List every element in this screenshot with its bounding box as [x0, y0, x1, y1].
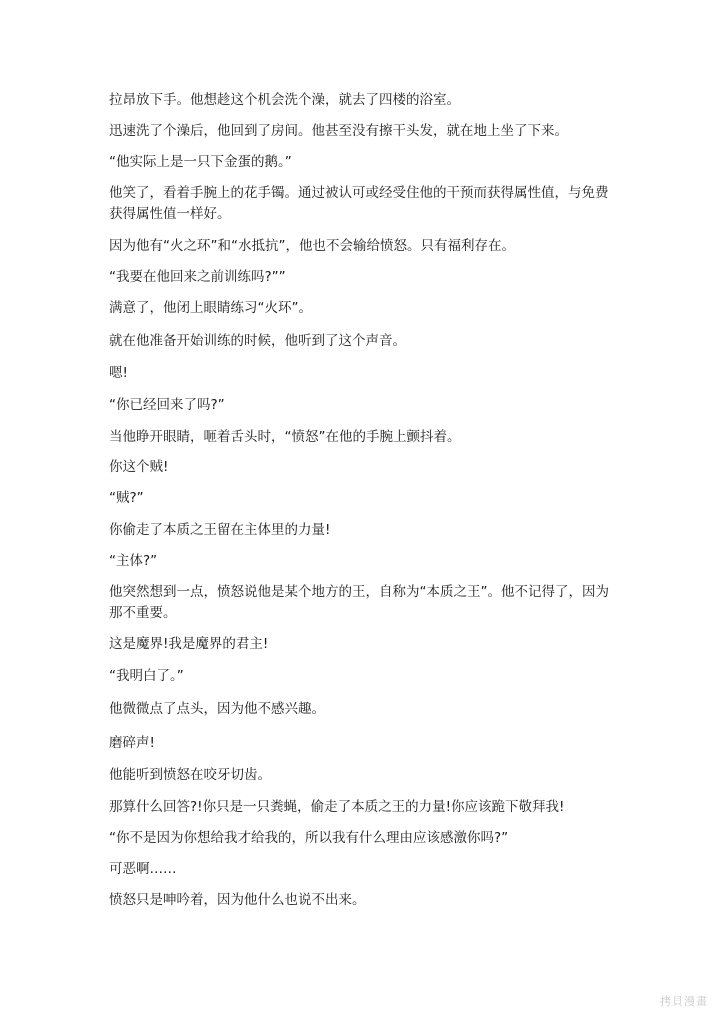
paragraph: 磨碎声! [109, 735, 155, 751]
paragraph: 可恶啊…… [109, 861, 177, 877]
paragraph: “贼?” [109, 490, 144, 506]
paragraph: 你偷走了本质之王留在主体里的力量! [109, 522, 331, 538]
paragraph: 他突然想到一点，愤怒说他是某个地方的王，自称为“本质之王”。他不记得了，因为那不重要。 [109, 584, 609, 621]
paragraph: “他实际上是一只下金蛋的鹅。” [109, 154, 292, 170]
paragraph: 这是魔界!我是魔界的君主! [109, 636, 269, 652]
paragraph: “主体?” [109, 553, 158, 569]
paragraph: 嗯! [109, 365, 128, 381]
paragraph: 因为他有“火之环”和“水抵抗”，他也不会输给愤怒。只有福利存在。 [109, 238, 515, 254]
paragraph: 他微微点了点头，因为他不感兴趣。 [109, 701, 325, 717]
paragraph: 那算什么回答?!你只是一只粪蝇，偷走了本质之王的力量!你应该跪下敬拜我! [109, 799, 565, 815]
paragraph: 迅速洗了个澡后，他回到了房间。他甚至没有擦干头发，就在地上坐了下来。 [109, 123, 568, 139]
paragraph: 他能听到愤怒在咬牙切齿。 [109, 767, 271, 783]
paragraph: 你这个贼! [109, 459, 169, 475]
paragraph: 愤怒只是呻吟着，因为他什么也说不出来。 [109, 892, 366, 908]
watermark-logo: 拷貝漫畫 [660, 995, 708, 1008]
paragraph: 他笑了，看着手腕上的花手镯。通过被认可或经受住他的干预而获得属性值，与免费获得属性值一样好。 [109, 185, 609, 222]
paragraph: 满意了，他闭上眼睛练习“火环”。 [109, 300, 312, 316]
paragraph: “你不是因为你想给我才给我的，所以我有什么理由应该感激你吗?” [109, 830, 509, 846]
paragraph: “你已经回来了吗?” [109, 397, 225, 413]
paragraph: “我要在他回来之前训练吗?”” [109, 269, 286, 285]
paragraph: 当他睁开眼睛，咂着舌头时，“愤怒”在他的手腕上颤抖着。 [109, 429, 461, 445]
paragraph: “我明白了。” [109, 668, 184, 684]
paragraph: 就在他准备开始训练的时候，他听到了这个声音。 [109, 333, 406, 349]
paragraph: 拉昂放下手。他想趁这个机会洗个澡，就去了四楼的浴室。 [109, 92, 460, 108]
